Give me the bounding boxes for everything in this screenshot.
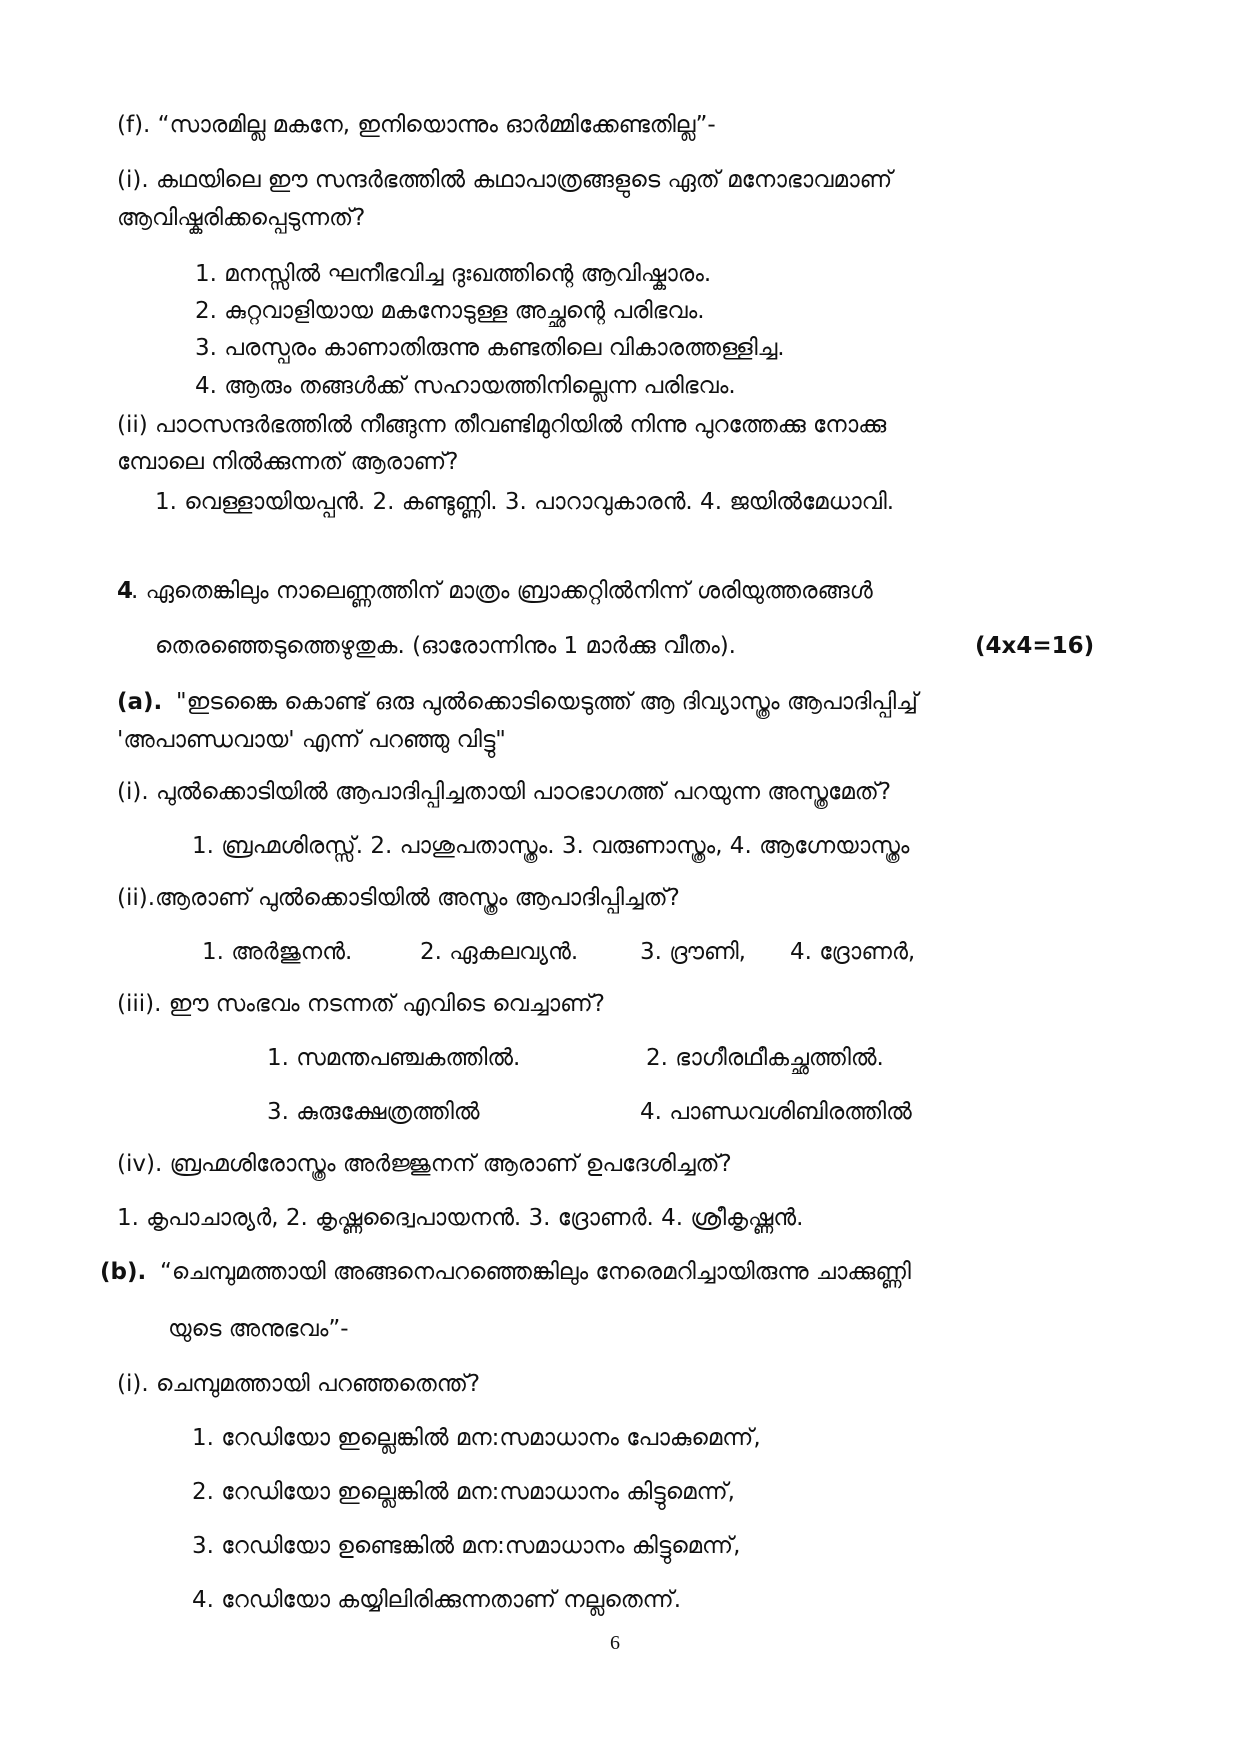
question-text: (ii).ആരാണ് പുൽക്കൊടിയിൽ അസ്ത്രം ആപാദിപ്പിച്ചത്? [117, 885, 680, 911]
part-label: (a). [117, 689, 163, 715]
option-item: 3. കുരുക്ഷേത്രത്തിൽ [267, 1099, 480, 1125]
option-item: 3. ദ്രൗണി, [640, 939, 746, 965]
option-item: 2. റേഡിയോ ഇല്ലെങ്കിൽ മന:സമാധാനം കിട്ടുമെന്ന്, [192, 1479, 735, 1505]
option-item: 4. ആരും തങ്ങൾക്ക് സഹായത്തിനില്ലെന്ന പരിഭവം. [195, 373, 736, 399]
option-item: 3. പരസ്പരം കാണാതിരുന്നു കണ്ടതിലെ വികാരത്തള്ളിച്ച. [195, 335, 785, 361]
option-item: 2. കുറ്റവാളിയായ മകനോടുള്ള അച്ഛന്റെ പരിഭവം. [195, 298, 705, 324]
section-f-quote: (f). “സാരമില്ല മകനേ, ഇനിയൊന്നും ഓർമ്മിക്കേണ്ടതില്ല”- [117, 112, 716, 138]
option-item: 2. ഭാഗീരഥീകച്ഛത്തിൽ. [646, 1045, 884, 1071]
question-number: 4 [117, 578, 134, 604]
option-item: 1. അർജുനൻ. [202, 939, 353, 965]
option-item: 2. ഏകലവ്യൻ. [420, 939, 579, 965]
question-text: (i). കഥയിലെ ഈ സന്ദർഭത്തിൽ കഥാപാത്രങ്ങളുടെ ഏത് മനോഭാവമാണ് [117, 167, 893, 193]
question-text: (i). പുൽക്കൊടിയിൽ ആപാദിപ്പിച്ചതായി പാഠഭാഗത്ത് പറയുന്ന അസ്ത്രമേത്? [117, 779, 892, 805]
part-quote: 'അപാണ്ഡവായ' എന്ന് പറഞ്ഞു വിട്ടു" [117, 727, 506, 753]
option-item: 1. റേഡിയോ ഇല്ലെങ്കിൽ മന:സമാധാനം പോകുമെന്ന്, [192, 1425, 761, 1451]
option-item: 1. സമന്തപഞ്ചകത്തിൽ. [267, 1045, 521, 1071]
part-quote: "ഇടങ്കൈ കൊണ്ട് ഒരു പുൽക്കൊടിയെടുത്ത് ആ ദിവ്യാസ്ത്രം ആപാദിപ്പിച്ച് [176, 689, 918, 715]
question-text: ആവിഷ്കരിക്കപ്പെടുന്നത്? [117, 205, 366, 231]
question-instruction: . ഏതെങ്കിലും നാലെണ്ണത്തിന് മാത്രം ബ്രാക്കറ്റിൽനിന്ന് ശരിയുത്തരങ്ങൾ [131, 578, 873, 604]
option-line: 1. കൃപാചാര്യർ, 2. കൃഷ്ണദ്വൈപായനൻ. 3. ദ്രോണർ. 4. ശ്രീകൃഷ്ണൻ. [117, 1205, 804, 1231]
question-instruction: തെരഞ്ഞെടുത്തെഴുതുക. (ഓരോന്നിനും 1 മാർക്കു വീതം). [155, 633, 736, 659]
option-line: 1. വെള്ളായിയപ്പൻ. 2. കണ്ടുണ്ണി. 3. പാറാവുകാരൻ. 4. ജയിൽമേധാവി. [155, 489, 895, 515]
marks-label: (4x4=16) [975, 633, 1095, 659]
question-text: മ്പോലെ നിൽക്കുന്നത് ആരാണ്? [117, 449, 459, 475]
option-item: 4. ദ്രോണർ, [790, 939, 916, 965]
question-text: (iv). ബ്രഹ്മശിരോസ്ത്രം അർജ്ജുനന് ആരാണ് ഉപദേശിച്ചത്? [117, 1151, 732, 1177]
question-text: (iii). ഈ സംഭവം നടന്നത് എവിടെ വെച്ചാണ്? [117, 991, 605, 1017]
question-text: (ii) പാഠസന്ദർഭത്തിൽ നീങ്ങുന്ന തീവണ്ടിമുറിയിൽ നിന്നു പുറത്തേക്കു നോക്കു [117, 412, 887, 438]
option-item: 1. മനസ്സിൽ ഘനീഭവിച്ച ദുഃഖത്തിന്റെ ആവിഷ്കാരം. [195, 261, 712, 287]
option-item: 4. പാണ്ഡവശിബിരത്തിൽ [640, 1099, 912, 1125]
part-label: (b). [100, 1259, 147, 1285]
option-item: 3. റേഡിയോ ഉണ്ടെങ്കിൽ മന:സമാധാനം കിട്ടുമെന്ന്, [192, 1533, 741, 1559]
part-quote: “ചെമ്പുമത്തായി അങ്ങനെപറഞ്ഞെങ്കിലും നേരെമറിച്ചായിരുന്നു ചാക്കുണ്ണി [160, 1259, 911, 1285]
option-item: 4. റേഡിയോ കയ്യിലിരിക്കുന്നതാണ് നല്ലതെന്ന്. [192, 1587, 682, 1613]
question-text: (i). ചെമ്പുമത്തായി പറഞ്ഞതെന്ത്? [117, 1371, 481, 1397]
option-line: 1. ബ്രഹ്മശിരസ്സ്. 2. പാശുപതാസ്ത്രം. 3. വരുണാസ്ത്രം, 4. ആഗ്നേയാസ്ത്രം [192, 833, 910, 859]
part-quote: യുടെ അനുഭവം”- [168, 1316, 349, 1342]
page-number: 6 [610, 1632, 620, 1654]
